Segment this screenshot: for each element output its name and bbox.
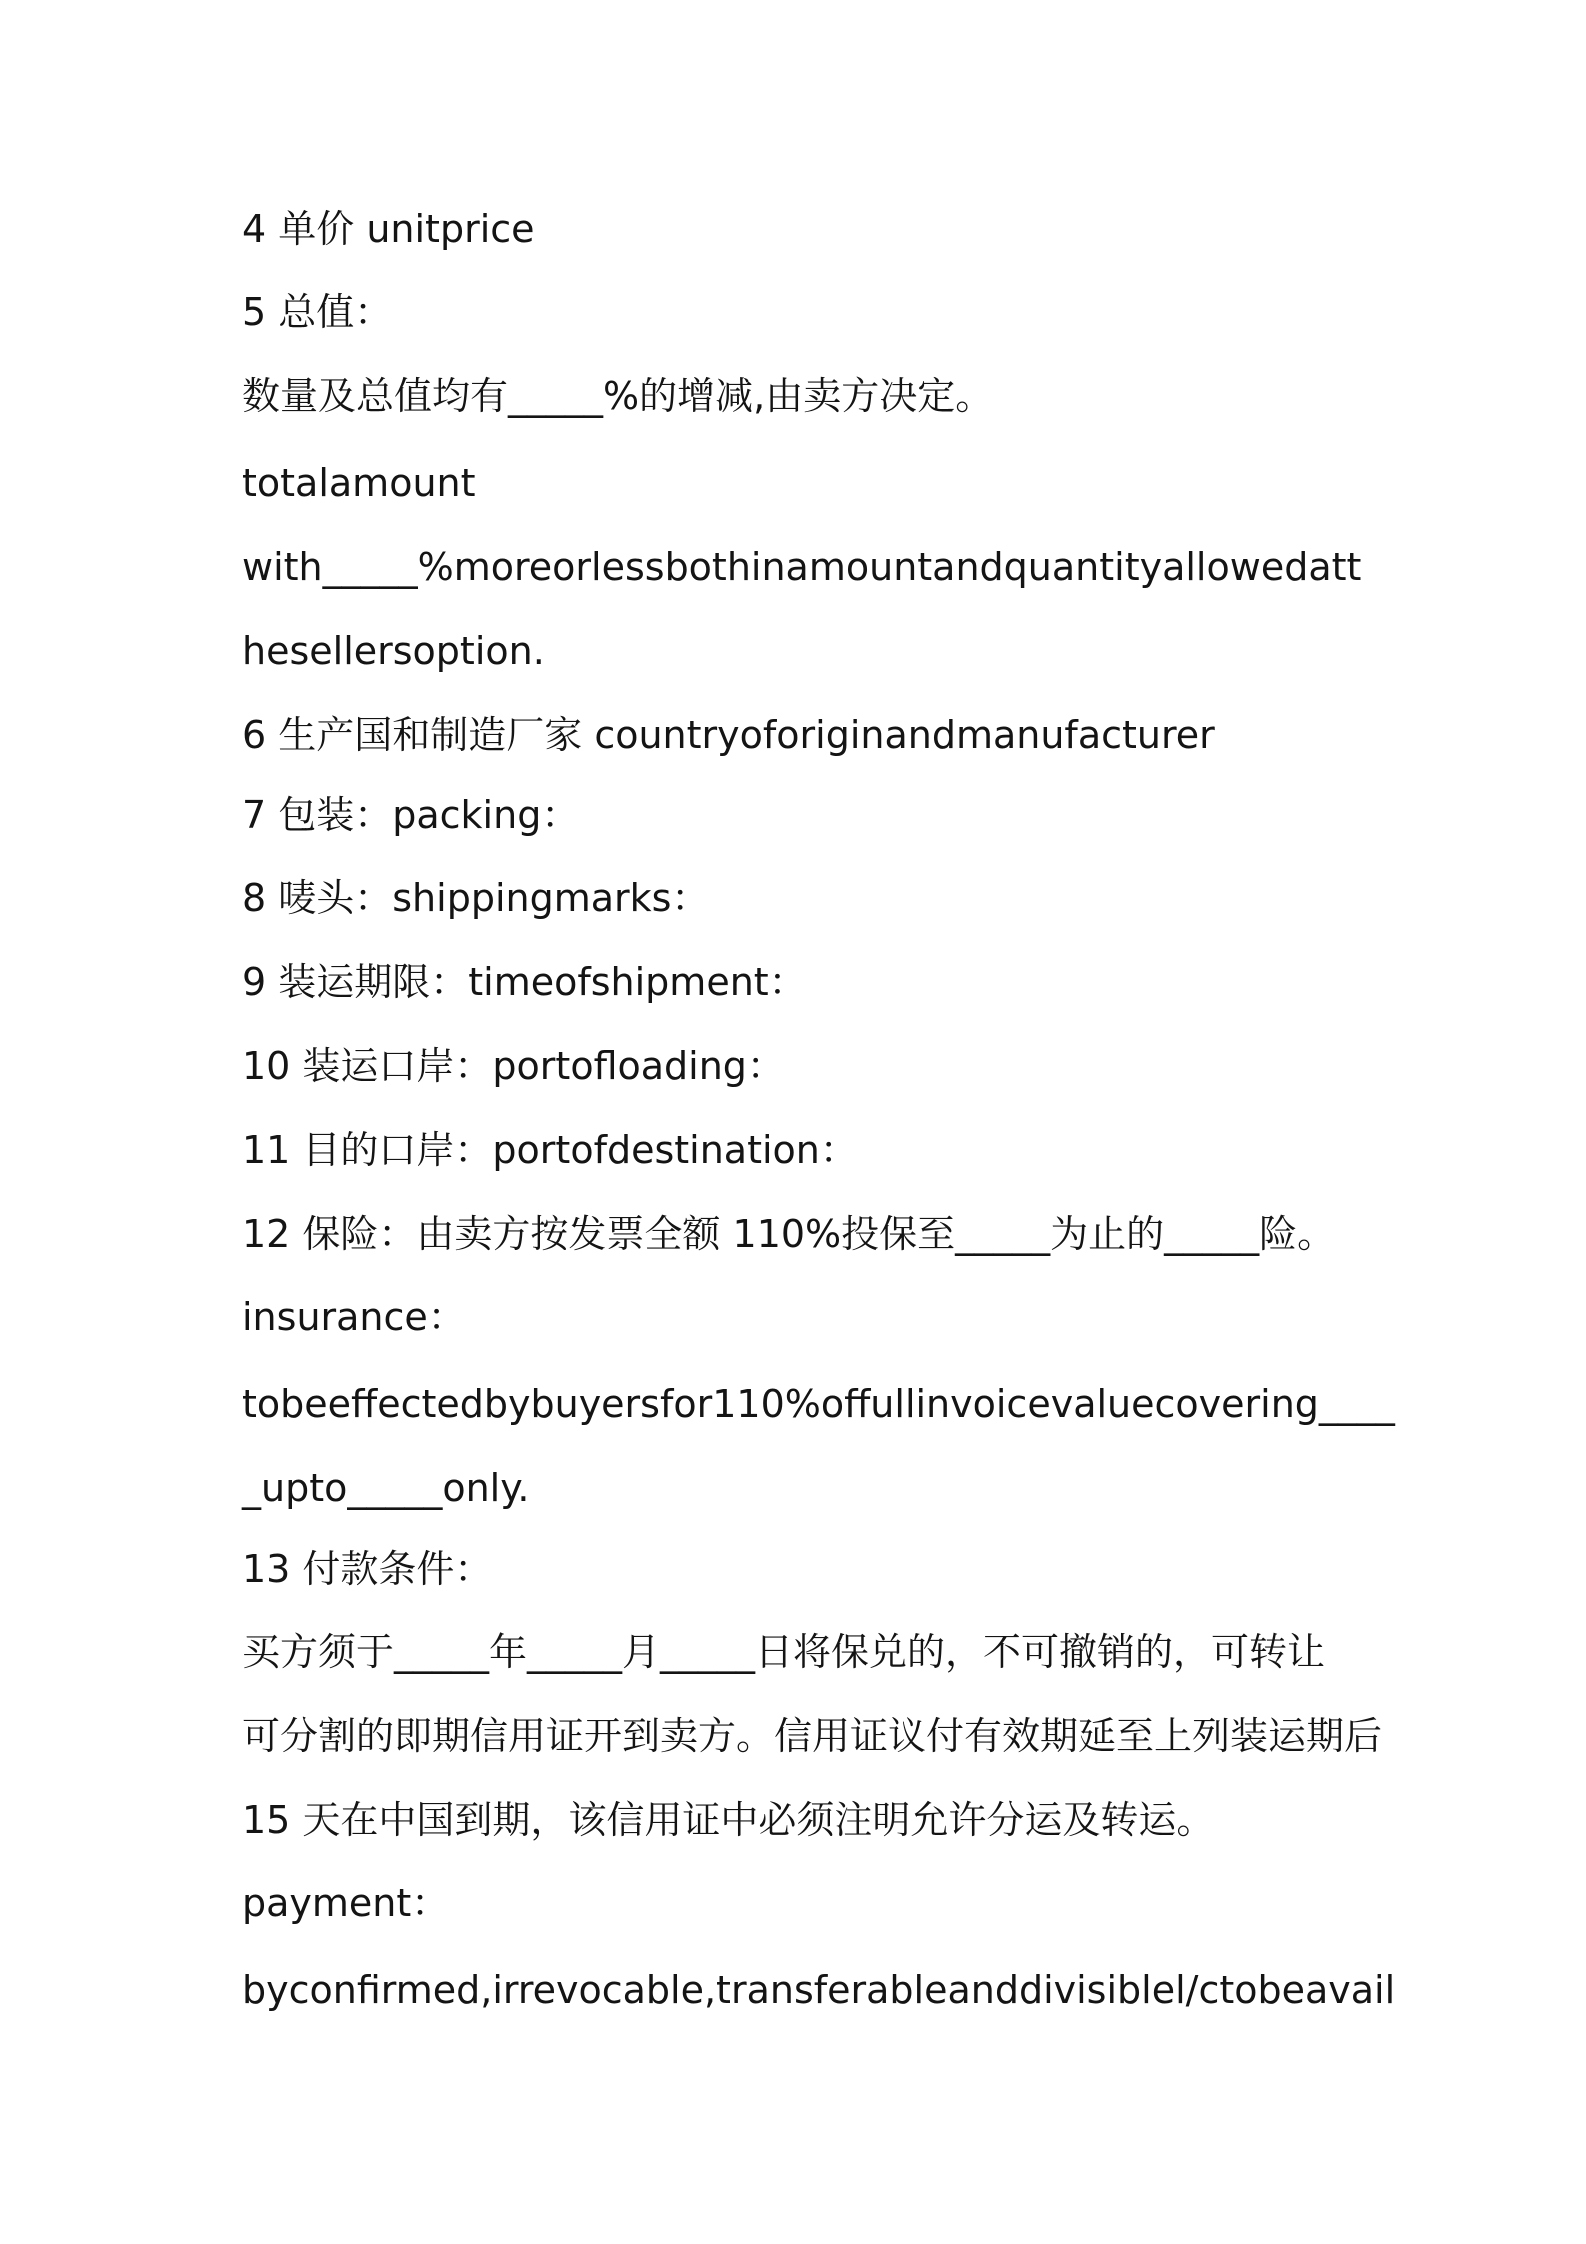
line-insurance-en-1: tobeeffectedbybuyersfor110%offullinvoicevaluecovering____	[242, 1382, 1395, 1426]
line-total-value: 5 总值：	[242, 290, 393, 334]
line-quantity-tolerance-cn: 数量及总值均有_____%的增减,由卖方决定。	[242, 374, 994, 418]
line-tolerance-en-1: with_____%moreorlessbothinamountandquantityallowedatt	[242, 545, 1362, 589]
line-payment-cn-2: 可分割的即期信用证开到卖方。信用证议付有效期延至上列装运期后	[242, 1714, 1383, 1758]
line-payment-label: payment：	[242, 1881, 450, 1925]
line-packing: 7 包装：packing：	[242, 793, 580, 837]
line-time-of-shipment: 9 装运期限：timeofshipment：	[242, 960, 807, 1004]
line-total-amount: totalamount	[242, 461, 476, 505]
line-port-of-destination: 11 目的口岸：portofdestination：	[242, 1128, 858, 1172]
line-insurance-cn: 12 保险：由卖方按发票全额 110%投保至_____为止的_____险。	[242, 1212, 1336, 1256]
line-insurance-label: insurance：	[242, 1295, 466, 1339]
line-payment-cn-1: 买方须于_____年_____月_____日将保兑的，不可撤销的，可转让	[242, 1630, 1326, 1674]
line-payment-en-1: byconfirmed,irrevocable,transferableanddivisiblel/ctobeavail	[242, 1968, 1396, 2012]
line-country-of-origin: 6 生产国和制造厂家 countryoforiginandmanufacturer	[242, 713, 1215, 757]
line-shipping-marks: 8 唛头：shippingmarks：	[242, 876, 710, 920]
line-insurance-en-2: _upto_____only.	[242, 1466, 530, 1510]
line-tolerance-en-2: hesellersoption.	[242, 629, 545, 673]
line-payment-terms: 13 付款条件：	[242, 1547, 493, 1591]
line-payment-cn-3: 15 天在中国到期，该信用证中必须注明允许分运及转运。	[242, 1798, 1215, 1842]
line-unit-price: 4 单价 unitprice	[242, 207, 535, 251]
line-port-of-loading: 10 装运口岸：portofloading：	[242, 1044, 785, 1088]
